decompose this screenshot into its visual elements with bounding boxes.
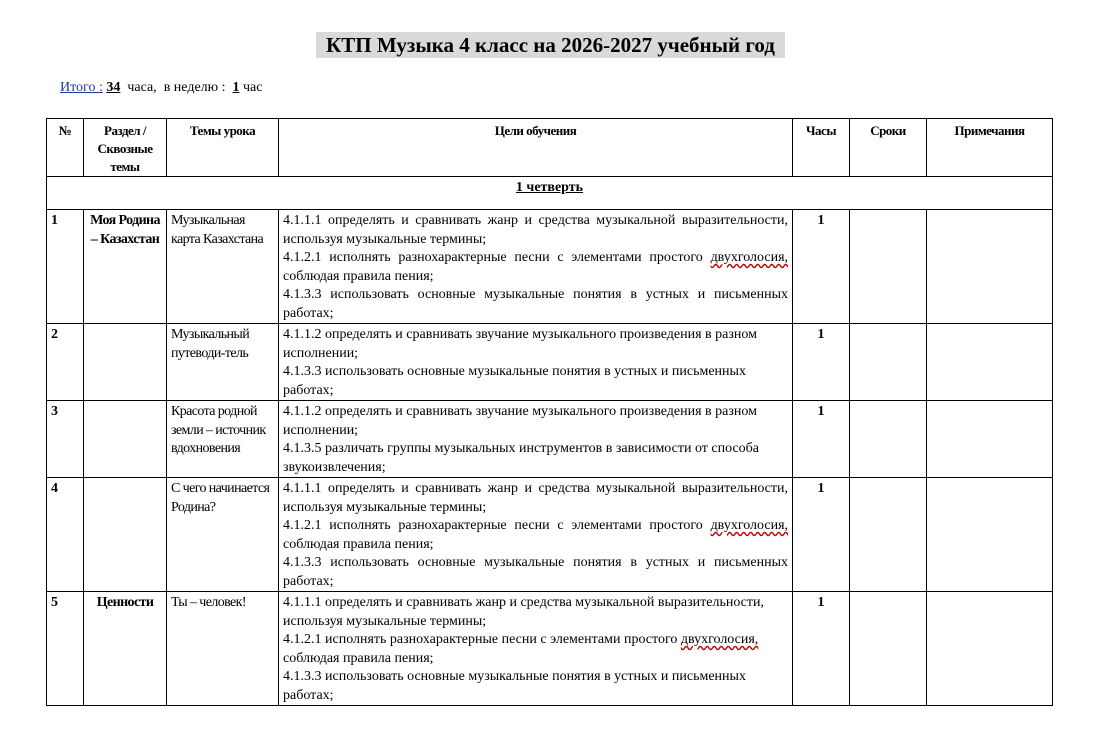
row-section: Ценности <box>84 592 167 706</box>
row-goals <box>279 478 793 592</box>
table-row <box>47 592 1053 706</box>
total-hours-value: 34 <box>106 80 121 95</box>
row-goals <box>279 592 793 706</box>
row-notes <box>927 210 1053 324</box>
goal-item: 4.1.3.3 использовать основные музыкальные понятия в устных и письменных работах; <box>283 555 788 589</box>
quarter-row <box>47 177 1053 210</box>
total-label: Итого : <box>60 80 103 95</box>
row-hours: 1 <box>793 592 850 706</box>
table-header-row <box>47 119 1053 177</box>
row-section: Моя Родина – Казахстан <box>84 210 167 324</box>
goal-item: 4.1.1.2 определять и сравнивать звучание музыкального произведения в разном исполнении; <box>283 404 757 438</box>
row-topic: Ты – человек! <box>167 592 279 706</box>
header-dates: Сроки <box>850 119 927 177</box>
weekly-hours-value: 1 <box>232 80 240 95</box>
goal-item: 4.1.3.3 использовать основные музыкальные понятия в устных и письменных работах; <box>283 364 746 398</box>
table-row <box>47 401 1053 478</box>
weekly-label: в неделю : <box>163 80 226 95</box>
row-goals <box>279 324 793 401</box>
document-title <box>0 33 1101 58</box>
goal-text: соблюдая правила пения; <box>283 650 434 666</box>
weekly-unit: час <box>243 80 263 95</box>
goal-item: 4.1.1.1 определять и сравнивать жанр и средства музыкальной выразительности, используя музыкальные термины; <box>283 481 788 515</box>
goal-item: 4.1.1.2 определять и сравнивать звучание музыкального произведения в разном исполнении; <box>283 327 757 361</box>
row-section <box>84 401 167 478</box>
row-notes <box>927 401 1053 478</box>
row-hours: 1 <box>793 210 850 324</box>
table-row <box>47 478 1053 592</box>
goal-text: 4.1.2.1 исполнять разнохарактерные песни с элементами простого <box>283 250 703 265</box>
goal-spellcheck-word: двухголосия, <box>680 632 759 647</box>
row-num: 1 <box>47 210 84 324</box>
row-num: 5 <box>47 592 84 706</box>
row-dates <box>850 592 927 706</box>
header-num: № <box>47 119 84 177</box>
row-topic: Красота родной земли – источник вдохновения <box>167 401 279 478</box>
row-topic: Музыкальный путеводи-тель <box>167 324 279 401</box>
table-row <box>47 324 1053 401</box>
header-goals: Цели обучения <box>279 119 793 177</box>
row-notes <box>927 592 1053 706</box>
goal-spellcheck-word: двухголосия, <box>710 518 789 533</box>
table-row <box>47 210 1053 324</box>
row-hours: 1 <box>793 401 850 478</box>
goal-text: 4.1.2.1 исполнять разнохарактерные песни с элементами простого <box>283 518 703 533</box>
header-section: Раздел / Сквозные темы <box>84 119 167 177</box>
goal-item <box>283 517 788 554</box>
row-goals <box>279 401 793 478</box>
goal-item <box>283 631 788 668</box>
goal-text: соблюдая правила пения; <box>283 268 434 284</box>
goal-item: 4.1.1.1 определять и сравнивать жанр и средства музыкальной выразительности, используя музыкальные термины; <box>283 213 788 247</box>
row-dates <box>850 324 927 401</box>
row-num: 2 <box>47 324 84 401</box>
row-hours: 1 <box>793 478 850 592</box>
row-dates <box>850 210 927 324</box>
header-topic: Темы урока <box>167 119 279 177</box>
quarter-cell <box>47 177 1053 210</box>
hours-word: часа, <box>127 80 157 95</box>
document-title-text: КТП Музыка 4 класс на 2026-2027 учебный год <box>316 32 785 58</box>
row-section <box>84 478 167 592</box>
row-notes <box>927 324 1053 401</box>
goal-item: 4.1.1.1 определять и сравнивать жанр и средства музыкальной выразительности, используя музыкальные термины; <box>283 595 764 629</box>
goal-text: соблюдая правила пения; <box>283 536 434 552</box>
row-dates <box>850 401 927 478</box>
row-notes <box>927 478 1053 592</box>
goal-item <box>283 249 788 286</box>
row-goals <box>279 210 793 324</box>
row-hours: 1 <box>793 324 850 401</box>
lesson-plan-table <box>46 118 1053 706</box>
goal-text: 4.1.2.1 исполнять разнохарактерные песни с элементами простого <box>283 632 678 647</box>
row-num: 4 <box>47 478 84 592</box>
row-dates <box>850 478 927 592</box>
goal-spellcheck-word: двухголосия, <box>710 250 789 265</box>
row-num: 3 <box>47 401 84 478</box>
hours-summary <box>60 80 262 96</box>
goal-item: 4.1.3.3 использовать основные музыкальные понятия в устных и письменных работах; <box>283 669 746 703</box>
row-topic: Музыкальная карта Казахстана <box>167 210 279 324</box>
row-section <box>84 324 167 401</box>
goal-item: 4.1.3.3 использовать основные музыкальные понятия в устных и письменных работах; <box>283 287 788 321</box>
row-topic: С чего начинается Родина? <box>167 478 279 592</box>
header-hours: Часы <box>793 119 850 177</box>
goal-item: 4.1.3.5 различать группы музыкальных инструментов в зависимости от способа звукоизвлечения; <box>283 441 760 475</box>
quarter-label: 1 четверть <box>515 180 584 195</box>
header-notes: Примечания <box>927 119 1053 177</box>
